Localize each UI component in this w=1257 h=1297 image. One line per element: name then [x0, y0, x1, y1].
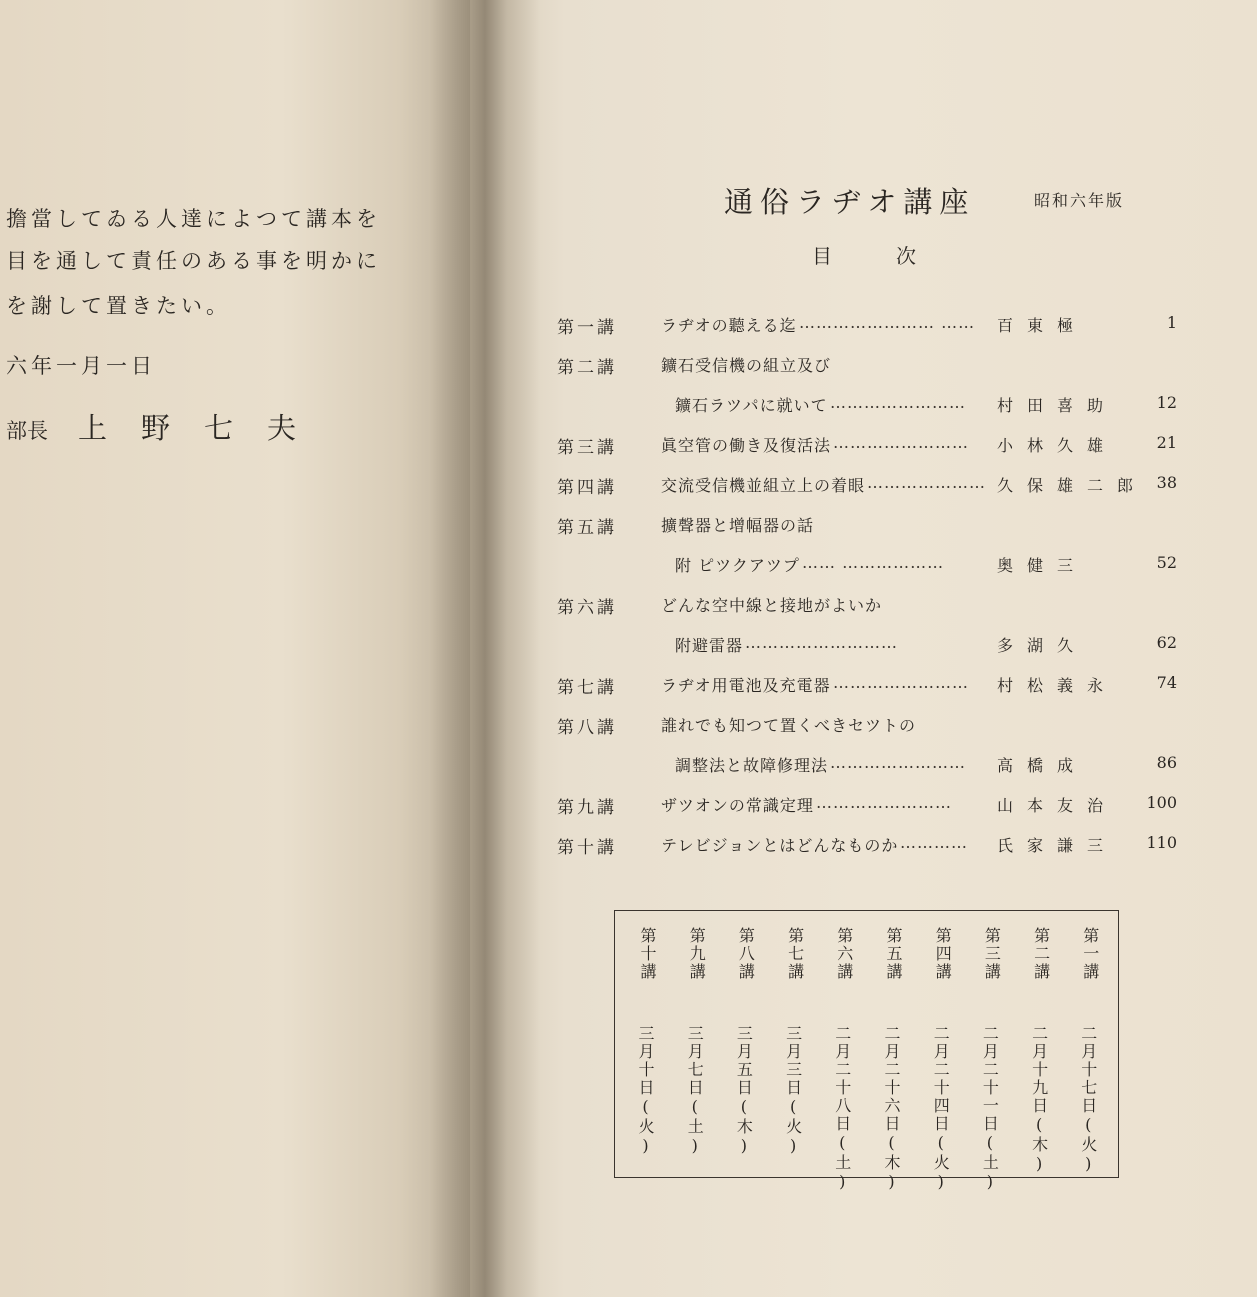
toc-entry: [557, 833, 1177, 857]
schedule-date: 三月五日(木): [734, 1025, 754, 1157]
toc-entry: [557, 633, 1177, 657]
toc-leader-dots: ……………………: [833, 673, 969, 692]
toc-author: 山本友治: [997, 796, 1118, 815]
edition-label: 昭和六年版: [1034, 191, 1125, 210]
schedule-date: 二月二十六日(木): [882, 1025, 901, 1193]
book-gutter: [430, 0, 540, 1297]
schedule-date: 三月三日(火): [783, 1025, 803, 1157]
schedule-lecture: 第五講: [884, 927, 903, 981]
toc-author: 氏家謙三: [997, 836, 1118, 855]
toc-title: 附 ピツクアツプ: [675, 556, 800, 575]
toc-title: どんな空中線と接地がよいか: [661, 596, 883, 615]
signer-name: 上野七夫: [78, 411, 331, 445]
schedule-column: [928, 927, 954, 1193]
toc-entry: [557, 433, 1177, 457]
toc-author: 村田喜助: [997, 396, 1118, 415]
schedule-date: 二月十九日(木): [1029, 1025, 1049, 1175]
toc-title: 附避雷器: [675, 636, 744, 655]
schedule-column: [781, 927, 807, 1157]
toc-leader-dots: …… ………………: [802, 553, 945, 572]
toc-entry: [557, 393, 1177, 417]
toc-entry: [557, 353, 1177, 377]
schedule-column: [1076, 927, 1102, 1175]
toc-author: 多湖久: [997, 636, 1088, 655]
schedule-lecture: 第八講: [736, 927, 756, 981]
toc-lecture-number: 第七講: [557, 678, 617, 698]
signer: [6, 406, 330, 447]
toc-entry: [557, 593, 1177, 617]
schedule-date: 二月十七日(火): [1078, 1025, 1098, 1175]
preface-line-2: 目を通して責任のある事を明かに: [6, 249, 381, 273]
signer-title: 部長: [6, 419, 48, 443]
toc-entry: [557, 553, 1177, 577]
toc-lecture-number: 第四講: [557, 478, 617, 498]
schedule-lecture: 第一講: [1080, 927, 1100, 981]
toc-lecture-number: 第二講: [557, 358, 617, 378]
schedule-column: [830, 927, 856, 1193]
preface-line-3: を謝して置きたい。: [6, 294, 231, 318]
toc-title: ザツオンの常識定理: [661, 796, 814, 815]
schedule-column: [682, 927, 708, 1157]
schedule-lecture: 第六講: [834, 927, 854, 981]
toc-entry: [557, 673, 1177, 697]
toc-entry: [557, 473, 1177, 497]
schedule-lecture: 第四講: [933, 927, 953, 981]
toc-leader-dots: ………………………: [745, 633, 898, 652]
schedule-column: [977, 927, 1003, 1193]
toc-page-number: 1: [1166, 313, 1177, 332]
toc-leader-dots: ……………………: [833, 433, 969, 452]
lecture-schedule: [614, 910, 1119, 1193]
toc-title: 眞空管の働き及復活法: [661, 436, 832, 455]
schedule-date: 二月二十八日(土): [832, 1025, 852, 1193]
toc-leader-dots: …………: [900, 833, 968, 852]
toc-page-number: 110: [1146, 833, 1177, 852]
toc-title: 鑛石ラツパに就いて: [675, 396, 828, 415]
toc-title: ラヂオ用電池及充電器: [661, 676, 831, 695]
toc-lecture-number: 第三講: [557, 438, 617, 458]
schedule-lecture: 第三講: [982, 927, 1002, 981]
toc-title: ラヂオの聽える迄: [661, 316, 797, 335]
schedule-date: 二月二十四日(火): [931, 1025, 951, 1193]
toc-entry: [557, 793, 1177, 817]
schedule-column: [731, 927, 757, 1157]
toc-lecture-number: 第六講: [557, 598, 617, 618]
toc-page-number: 38: [1156, 473, 1177, 492]
toc-leader-dots: …………………… ……: [799, 313, 976, 332]
toc-page-number: 74: [1156, 673, 1177, 692]
schedule-date: 三月七日(土): [685, 1025, 705, 1157]
schedule-lecture: 第九講: [687, 927, 707, 981]
toc-author: 百東極: [997, 316, 1088, 335]
toc-page-number: 52: [1156, 553, 1177, 572]
toc-author: 村松義永: [997, 676, 1118, 695]
toc-lecture-number: 第一講: [557, 318, 617, 338]
toc-entry: [557, 513, 1177, 537]
schedule-date: 三月十日(火): [636, 1025, 655, 1157]
schedule-column: [879, 927, 905, 1193]
schedule-lecture: 第七講: [785, 927, 805, 981]
toc-leader-dots: ……………………: [830, 753, 966, 772]
preface-line-1: 擔當してゐる人達によつて講本を: [6, 207, 381, 231]
toc-title: 鑛石受信機の組立及び: [661, 356, 832, 375]
toc-title: テレビジョンとはどんなものか: [661, 836, 899, 855]
toc-entry: [557, 753, 1177, 777]
left-page: [0, 0, 470, 1297]
toc-entry: [557, 313, 1177, 337]
toc-leader-dots: ……………………: [816, 793, 952, 812]
schedule-lecture: 第二講: [1031, 927, 1051, 981]
toc-leader-dots: ……………………: [830, 393, 966, 412]
toc-page-number: 100: [1146, 793, 1177, 812]
schedule-lecture: 第十講: [638, 927, 657, 981]
toc-author: 高橋成: [997, 756, 1088, 775]
toc-page-number: 62: [1156, 633, 1177, 652]
toc-leader-dots: …………………: [867, 473, 986, 492]
toc-title: 交流受信機並組立上の着眼: [661, 476, 866, 495]
toc-author: 小林久雄: [997, 436, 1118, 455]
toc-entry: [557, 713, 1177, 737]
toc-lecture-number: 第九講: [557, 798, 617, 818]
toc-page-number: 21: [1156, 433, 1177, 452]
schedule-date: 二月二十一日(土): [980, 1025, 1000, 1193]
toc-title: 誰れでも知つて置くべきセツトの: [661, 716, 917, 735]
preface-date: 六年一月一日: [6, 354, 156, 378]
toc-lecture-number: 第八講: [557, 718, 617, 738]
schedule-column: [633, 927, 659, 1157]
toc-lecture-number: 第五講: [557, 518, 617, 538]
toc-lecture-number: 第十講: [557, 838, 617, 858]
book-title: 通俗ラヂオ講座: [724, 185, 976, 219]
toc-author: 奥健三: [997, 556, 1088, 575]
toc-author: 久保雄二郎: [997, 476, 1148, 495]
toc-page-number: 12: [1156, 393, 1177, 412]
toc-title: 調整法と故障修理法: [675, 756, 829, 775]
schedule-column: [1027, 927, 1053, 1175]
contents-heading: 目次: [812, 244, 980, 268]
toc-title: 擴聲器と增幅器の話: [661, 516, 815, 535]
toc-page-number: 86: [1156, 753, 1177, 772]
